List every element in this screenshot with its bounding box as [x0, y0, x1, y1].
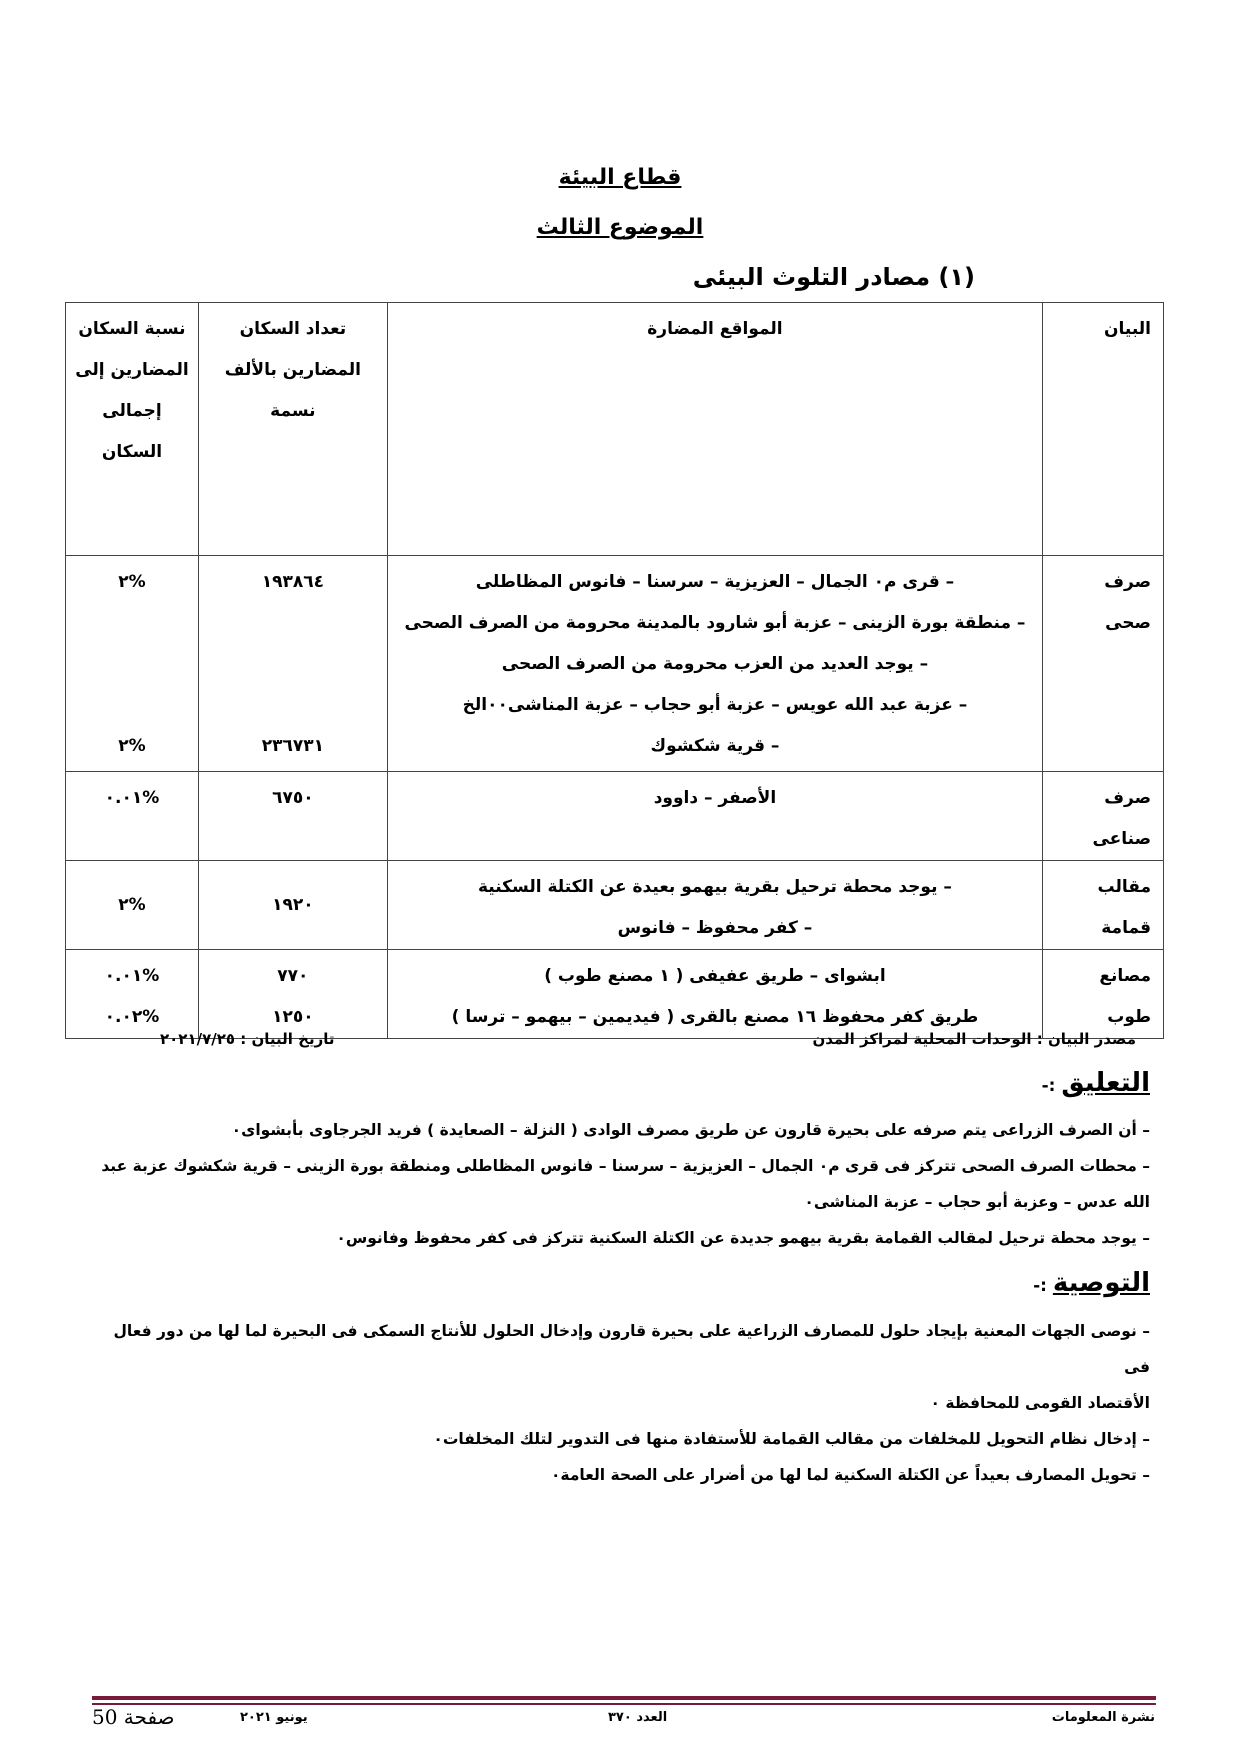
text-line: – يوجد محطة ترحيل لمقالب القمامة بقرية بيهمو جديدة عن الكتلة السكنية تتركز فى كفر محفوظ وفانوس٠ [336, 1229, 1150, 1247]
comment-heading: التعليق :- [1041, 1068, 1150, 1098]
header-line: المضارين بالألف [224, 360, 361, 380]
text-line: الأصفر – داوود [653, 788, 777, 808]
text-line: %٠.٠١ [104, 788, 160, 808]
table-row-brick [66, 950, 1164, 1039]
comment-body [90, 1112, 1150, 1256]
text-line: الله عدس – وعزبة أبو حجاب – عزبة المناشى٠ [804, 1193, 1150, 1211]
footer-publication: نشرة المعلومات [1051, 1710, 1155, 1725]
text-line [66, 644, 198, 685]
text-line: %٢ [118, 572, 146, 592]
text-line: مصانع [1099, 966, 1151, 986]
text-line [66, 819, 198, 860]
header-line: إجمالى [102, 401, 162, 421]
text-line: %٢ [118, 895, 146, 915]
footer-date: يونيو ٢٠٢١ [240, 1710, 308, 1725]
header-line: المضارين إلى [75, 360, 189, 380]
text-line: %٠.٠٢ [104, 1007, 160, 1027]
header-line: تعداد السكان [239, 319, 347, 339]
topic-title: الموضوع الثالث [536, 215, 704, 240]
header-locations: المواقع المضارة [387, 303, 1042, 556]
text-line: صرف [1104, 788, 1151, 808]
text-line: – منطقة بورة الزينى – عزبة أبو شارود بالمدينة محرومة من الصرف الصحى [404, 613, 1026, 633]
text-line: – كفر محفوظ – فانوس [617, 918, 813, 938]
text-line [66, 685, 198, 726]
header-line: نسبة السكان [78, 319, 186, 339]
row-population [198, 772, 387, 861]
text-line [199, 685, 387, 726]
text-line: – قرية شكشوك [650, 736, 780, 756]
row-percent [66, 950, 199, 1039]
header-percent [66, 303, 199, 556]
text-line [199, 819, 387, 860]
text-line: – أن الصرف الزراعى يتم صرفه على بحيرة قارون عن طريق مصرف الوادى ( النزلة – الصعايدة ) فريد الجرجاوى بأبشواى٠ [231, 1121, 1150, 1139]
header-population [198, 303, 387, 556]
text-line: %٢ [118, 736, 146, 756]
footer-rule-thin [92, 1703, 1156, 1705]
text-line: – محطات الصرف الصحى تتركز فى قرى م٠ الجمال – العزيزية – سرسنا – فانوس المظاطلى ومنطقة بورة الزينى – قرية شكشوك عزبة عبد [101, 1157, 1150, 1175]
row-population [198, 556, 387, 772]
row-percent [66, 556, 199, 772]
text-line: ٦٧٥٠ [272, 788, 314, 808]
text-line: – إدخال نظام التحويل للمخلفات من مقالب القمامة للأستفادة منها فى التدوير لتلك المخلفات٠ [433, 1430, 1150, 1448]
recommendation-body [90, 1313, 1150, 1493]
row-population [198, 950, 387, 1039]
row-locations [387, 861, 1042, 950]
header-line: السكان [101, 442, 163, 462]
row-label [1043, 950, 1164, 1039]
text-line [199, 603, 387, 644]
text-line: – قرى م٠ الجمال – العزيزية – سرسنا – فانوس المظاطلى [475, 572, 955, 592]
text-line: مقالب [1097, 877, 1151, 897]
text-line: ٧٧٠ [277, 966, 309, 986]
row-label [1043, 772, 1164, 861]
text-line: ٢٣٦٧٣١ [261, 736, 324, 756]
text-line [66, 603, 198, 644]
row-locations [387, 772, 1042, 861]
row-percent [66, 861, 199, 950]
row-population [198, 861, 387, 950]
text-line: – نوصى الجهات المعنية بإيجاد حلول للمصارف الزراعية على بحيرة قارون وإدخال الحلول للأنتاج السمكى فى البحيرة لما لها من دور فعال فى [113, 1322, 1150, 1376]
row-percent [66, 772, 199, 861]
source-note: مصدر البيان : الوحدات المحلية لمراكز المدن [812, 1030, 1136, 1048]
pollution-table [65, 302, 1164, 1039]
text-line: – يوجد محطة ترحيل بقرية بيهمو بعيدة عن الكتلة السكنية [477, 877, 952, 897]
text-line [388, 819, 1042, 860]
row-label [1043, 556, 1164, 772]
text-line [199, 644, 387, 685]
table-row-industrial [66, 772, 1164, 861]
footer-page-number: صفحة 50 [92, 1705, 175, 1729]
header-label: البيان [1043, 303, 1164, 556]
text-line: – تحويل المصارف بعيداً عن الكتلة السكنية لما لها من أضرار على الصحة العامة٠ [550, 1466, 1150, 1484]
section-title: (١) مصادر التلوث البيئى [692, 263, 975, 291]
text-line: ١٩٣٨٦٤ [261, 572, 324, 592]
text-line: صرف [1104, 572, 1151, 592]
text-line: طوب [1107, 1007, 1151, 1027]
table-header-row [66, 303, 1164, 556]
table-row-garbage [66, 861, 1164, 950]
sector-title: قطاع البيئة [558, 165, 682, 190]
text-line: ١٢٥٠ [272, 1007, 314, 1027]
text-line: ابشواى – طريق عفيفى ( ١ مصنع طوب ) [544, 966, 886, 986]
text-line: طريق كفر محفوظ ١٦ مصنع بالقرى ( فيديمين – بيهمو – ترسا ) [451, 1007, 979, 1027]
text-line: صحى [1105, 613, 1151, 633]
footer-rule [92, 1696, 1156, 1700]
header-line: نسمة [270, 401, 316, 421]
text-line: الأقتصاد القومى للمحافظة ٠ [930, 1394, 1150, 1412]
row-locations [387, 556, 1042, 772]
recommendation-heading: التوصية :- [1033, 1268, 1150, 1298]
text-line: – عزبة عبد الله عويس – عزبة أبو حجاب – عزبة المناشى٠٠الخ [462, 695, 968, 715]
date-note: تاريخ البيان : ٢٠٢١/٧/٢٥ [160, 1030, 335, 1048]
footer-issue: العدد ٣٧٠ [608, 1710, 668, 1725]
text-line: %٠.٠١ [104, 966, 160, 986]
text-line: صناعى [1092, 829, 1151, 849]
row-label [1043, 861, 1164, 950]
text-line: قمامة [1101, 918, 1151, 938]
table-row-sanitary [66, 556, 1164, 772]
text-line: ١٩٢٠ [272, 895, 314, 915]
row-locations [387, 950, 1042, 1039]
text-line: – يوجد العديد من العزب محرومة من الصرف الصحى [501, 654, 929, 674]
